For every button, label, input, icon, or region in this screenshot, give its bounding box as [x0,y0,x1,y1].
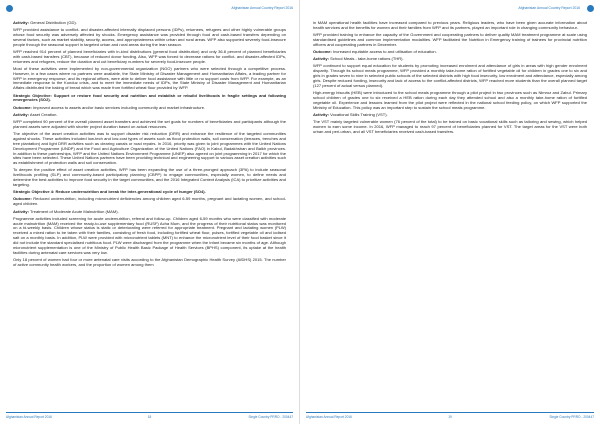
right-page-body [313,21,587,406]
body-paragraph [13,258,286,268]
right-page [300,0,600,424]
body-paragraph [13,94,286,104]
paragraph-text: WFP completed 90 percent of the overall planned asset transfers and achieved the set goals for numbers of beneficiaries and participants although the planned assets were adjusted with shorter project duration based on actual resources. [13,119,286,129]
paragraph-heading: Activity: [13,21,29,25]
wfp-emblem-icon [6,5,13,12]
paragraph-heading: Activity: [313,111,329,117]
header-title: Afghanistan Annual Country Report 2016 [518,6,580,10]
body-paragraph [13,197,286,207]
paragraph-text: WFP continued to support equal education for students by promoting increased enrolment and attendance of girls in areas with high gender enrolment disparity. Through its school meals programme, WFP provided a monthly take-home ration of fortified vegetable oil for children in grades one to six and girls in grades seven to nine in selected public schools of the selected districts with high food insecurity, low enrolment and attendance, especially among girls. Despite reduced funding, insecurity and lack of access to the conflict-affected districts, WFP reached more students than the overall planned target (127 percent of actual versus planned). [313,63,587,88]
paragraph-text: Improved access to assets and/or basic services including community and market infrastructure. [31,104,206,110]
footer-report-name: Afghanistan Annual Report 2016 [6,415,52,419]
paragraph-text: WFP reached 914 percent of planned beneficiaries with in-kind distributions (general food distribution) and only 36.8 percent of planned beneficiaries with cash-based transfers (CBT), because of reduced donor funding. Also, WFP was forced to decrease rations for conflict- and disaster-affected IDPs, returnees and refugees, reduce the duration and cut beneficiary numbers for severely food-insecure people. [13,49,286,64]
footer-report-name: Afghanistan Annual Report 2016 [306,415,352,419]
body-paragraph [313,64,587,88]
body-paragraph [13,210,286,215]
wfp-logo [6,5,13,12]
paragraph-heading: Activity: [13,111,29,117]
page-header [306,5,594,15]
paragraph-text: Reduced undernutrition, including micronutrient deficiencies among children aged 6-59 months, pregnant and lactating women, and school-aged children. [13,196,286,207]
body-paragraph [313,50,587,55]
body-paragraph [13,190,286,195]
wfp-emblem-icon [587,5,594,12]
paragraph-text: Vocational Skills Training (VST). [328,111,388,117]
paragraph-text: Asset Creation. [28,111,58,117]
body-paragraph [313,33,587,48]
footer-project-code: Single Country PRRO - 200447 [549,415,594,419]
paragraph-text: High-energy biscuits (HEB) were introduced to the school meals programme through a pilot project in two provinces such as Nimroz and Zabul. Primary school children of grades one to six received a HEB ration during each day they attended school and also a monthly take-home ration of fortified vegetable oil. Experience and lessons learned from the pilot project were reflected in the national school feeding policy, on which WFP supported the Ministry of Education. This policy was an important step to sustain the school meals programme. [313,90,587,110]
page-footer [6,412,293,420]
wfp-logo [587,5,594,12]
page-number: 19 [448,415,452,419]
body-paragraph [13,120,286,130]
paragraph-heading: Activity: [313,56,329,62]
paragraph-text: WFP provided training to enhance the capacity of the Government and cooperating partners to deliver quality MAM treatment programme at scale using standardised guidelines and common implementation modalities. WFP facilitated the Nutrition in Emergency training of trainees for provincial nutrition officers and cooperating partners in December. [313,32,587,47]
page-footer [306,412,594,420]
paragraph-text: Most of these activities were implemented by non-governmental organization (NGO) partners who were selected through a competitive process. However, in a few cases where no partners were available, the State Ministry of Disaster Management and Humanitarian Affairs, a leading partner for WFP in emergency response, and its regional offices, were able to deliver food assistance with little or no support costs from WFP. For example, as an immediate response to the Kunduz crisis, and to meet the immediate needs of IDPs, the State Ministry of Disaster Management and Humanitarian Affairs distributed the baking of bread which was made from fortified wheat flour provided by WFP. [13,65,286,91]
paragraph-text: Treatment of Moderate Acute Malnutrition (MAM). [28,208,119,214]
paragraph-text: School Meals - take-home rations (THR). [328,56,404,62]
body-paragraph [13,28,286,47]
body-paragraph [13,217,286,256]
body-paragraph [13,132,286,166]
paragraph-text: The objective of the asset creation activities was to support disaster risk reduction (DRR) and enhance the resilience of the targeted communities against shocks. These activities included low-tech and low-cost types of assets such as flood protection walls, soil conservation (terraces, trenches and tree plantation) and light DRR activities such as clearing canals or road repairs. In 2016, priority was given to joint programmes with the United Nations Development Programme (UNDP) and the Food and Agriculture Organization of the United Nations (FAO) in Kabul, Badakhshan and Balkh provinces. In addition to these partnerships, WFP and the United Nations Environment Programme (UNEP) also agreed on joint programming in 2017 for which the sites have been selected. These United Nations partners have been providing technical and engineering support to various asset creation activities such as establishment of protection walls and soil conservation. [13,131,286,166]
paragraph-text: Programme activities included screening for acute undernutrition, referral and follow-up. Children aged 6-59 months who were classified with moderate acute malnutrition (MAM) received the ready-to-use supplementary food (RUSF) Acha Mum, and the progress of their nutritional status was monitored on a bi-weekly basis. Children whose status is static or deteriorating were referred for appropriate treatment. Pregnant and lactating women (PLW) received a mixed ration to be taken with their families, consisting of fresh food, including fortified wheat flour, pulses, fortified vegetable oil and iodised salt on a monthly basis. In addition, PLW were provided with micronutrient tablets (MNT) to enhance the micronutrient level of their food basket since it did not include the standard specialised nutritious food. PLW were discharged from the programme when the infant became six months of age. Although micronutrient supplementation is one of the Ministry of Public Health Basic Package of Health Services (BPHS) component, its uptake at the health facilities during antenatal care services was very low. [13,215,286,255]
body-paragraph [313,21,587,31]
paragraph-heading: Activity: [13,208,29,214]
body-paragraph [13,50,286,65]
page-header [6,5,293,15]
paragraph-text: Only 18 percent of women had four or more antenatal care visits according to the Afghanistan Demographic Health Survey (AfDHS) 2015. The number of active community health workers, and the proportion of women among them [13,256,286,267]
left-page-body [13,21,286,406]
paragraph-text: in MAM operational health facilities have increased compared to previous years. Religious leaders, who have been given accurate information about health services and the benefits for women and their families from WFP and its partners, played an important role in changing community behaviour. [313,21,587,30]
paragraph-text: To deepen the positive effect of asset creation activities, WFP has been expanding the use of a three-pronged approach (3PA) to include seasonal livelihoods profiling (SLP) and community-based participatory planning (CBPP) to engage communities, especially women, to define needs and determine the best activities to improve food security in the target communities, and the 2016 Integrated Context Analysis (ICA) to prioritize activities and targeting. [13,167,286,187]
paragraph-text: General Distribution (GD). [28,21,77,25]
body-paragraph [13,21,286,26]
paragraph-text: The VST mainly targeted vulnerable women (76 percent of the total) to be trained on basic vocational skills such as tailoring and sewing, which helped women to earn some income. In 2016, WFP managed to reach 97 percent of beneficiaries planned for VST. The target areas for the VST were both urban and peri-urban, and all VST beneficiaries received cash-based transfers. [313,119,587,134]
body-paragraph [13,168,286,187]
body-paragraph [313,113,587,118]
left-page [0,0,299,424]
page-number: 18 [147,415,152,419]
paragraph-text: WFP provided assistance to conflict- and disaster-affected internally displaced persons (IDPs), returnees, refugees and other highly vulnerable groups whose food security was adversely affected by shocks. Emergency assistance was provided through food and cash-based transfers depending on several factors, such as market stability, security, access, and appropriateness within urban and rural areas. WFP also supported severely food-insecure people through the seasonal support in targeted urban and rural areas during the lean season. [13,27,286,47]
footer-project-code: Single Country PRRO - 200447 [248,415,293,419]
paragraph-heading: Strategic Objective 4: Reduce undernutrition and break the inter-generational cycle of hunger (SO4). [13,189,206,195]
paragraph-heading: Outcome: [13,196,32,202]
body-paragraph [313,91,587,110]
body-paragraph [13,67,286,91]
paragraph-heading: Outcome: [13,104,32,110]
body-paragraph [13,113,286,118]
body-paragraph [13,106,286,111]
body-paragraph [313,57,587,62]
paragraph-heading: Strategic Objective: Support or restore food security and nutrition and establish or rebuild livelihoods in fragile settings and following emergencies (SO2). [13,92,286,103]
body-paragraph [313,120,587,135]
paragraph-heading: Outcome: [313,49,332,54]
paragraph-text: Increased equitable access to and utilisation of education. [331,49,437,54]
header-title: Afghanistan Annual Country Report 2016 [231,6,293,10]
